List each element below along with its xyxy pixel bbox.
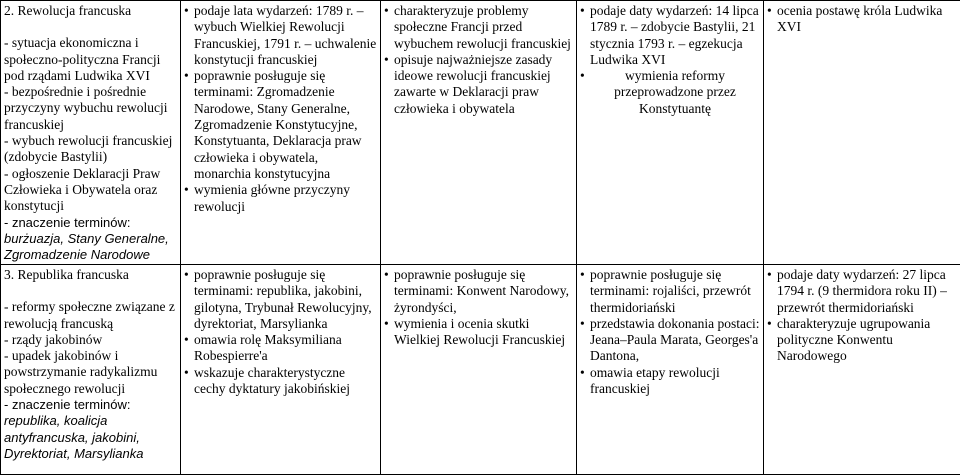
requirements-cell-very-good [764, 265, 960, 475]
topic-item: - upadek jakobinów i powstrzymanie radykalizmu społecznego rewolucji [4, 348, 158, 396]
topic-item: - rządy jakobinów [4, 331, 103, 347]
requirement-item: • charakteryzuje ugrupowania polityczne Konwentu Narodowego [767, 316, 957, 365]
requirement-item: • wymienia reformy przeprowadzone przez Konstytuantę [580, 68, 760, 117]
requirement-item: • poprawnie posługuje się terminami: Zgromadzenie Narodowe, Stany Generalne, Zgromadzenie Konstytucyjne, Konstytuanta, Deklaracja praw człowieka i obywatela, monarchia konstytucyjna [184, 68, 377, 182]
topic-item: - znaczenie terminów: [4, 397, 131, 413]
requirements-cell-very-good [764, 1, 960, 265]
requirements-cell-good [577, 1, 764, 265]
requirements-cell-extended [381, 265, 577, 475]
table-row-republika [1, 265, 960, 475]
topic-terms: republika, koalicja antyfrancuska, jakobini, Dyrektoriat, Marsylianka [4, 413, 144, 461]
requirement-item: • wymienia główne przyczyny rewolucji [184, 182, 377, 215]
requirement-item: • omawia rolę Maksymiliana Robespierre'a [184, 332, 377, 365]
requirement-item: • podaje daty wydarzeń: 27 lipca 1794 r. (9 thermidora roku II) – przewrót thermidoriański [767, 267, 957, 316]
requirement-item: • podaje daty wydarzeń: 14 lipca 1789 r. – zdobycie Bastylii, 21 stycznia 1793 r. – egzekucja Ludwika XVI [580, 3, 760, 68]
requirements-cell-extended [381, 1, 577, 265]
topic-item: - znaczenie terminów: [4, 214, 131, 230]
requirement-item: • opisuje najważniejsze zasady ideowe rewolucji francuskiej zawarte w Deklaracji praw człowieka i obywatela [384, 52, 573, 117]
topic-terms: burżuazja, Stany Generalne, Zgromadzenie Narodowe [4, 230, 169, 263]
topic-item: - wybuch rewolucji francuskiej (zdobycie Bastylii) [4, 133, 173, 165]
requirement-item: • podaje lata wydarzeń: 1789 r. – wybuch Wielkiej Rewolucji Francuskiej, 1791 r. – uchwalenie konstytucji francuskiej [184, 3, 377, 68]
requirement-item: • poprawnie posługuje się terminami: rojaliści, przewrót thermidoriański [580, 267, 760, 316]
requirements-cell-basic [181, 1, 381, 265]
requirement-item: • poprawnie posługuje się terminami: republika, jakobini, gilotyna, Trybunał Rewolucyjny, dyrektoriat, Marsylianka [184, 267, 377, 332]
requirement-item: • wskazuje charakterystyczne cechy dyktatury jakobińskiej [184, 365, 377, 398]
topic-title: 2. Rewolucja francuska [4, 3, 132, 18]
requirement-item: • ocenia postawę króla Ludwika XVI [767, 3, 957, 36]
table-row-rewolucja [1, 1, 960, 265]
requirement-item: • poprawnie posługuje się terminami: Konwent Narodowy, żyrondyści, [384, 267, 573, 316]
topic-item: - ogłoszenie Deklaracji Praw Człowieka i Obywatela oraz konstytucji [4, 165, 161, 214]
topic-item: - bezpośrednie i pośrednie przyczyny wybuchu rewolucji francuskiej [4, 84, 168, 132]
topic-title: 3. Republika francuska [4, 267, 129, 282]
topic-cell-rewolucja [1, 1, 181, 265]
requirement-item: • charakteryzuje problemy społeczne Francji przed wybuchem rewolucji francuskiej [384, 3, 573, 52]
requirements-cell-good [577, 265, 764, 475]
requirements-cell-basic [181, 265, 381, 475]
requirement-item: • omawia etapy rewolucji francuskiej [580, 365, 760, 398]
topic-item: - sytuacja ekonomiczna i społeczno-polityczna Francji pod rządami Ludwika XVI [4, 35, 161, 83]
requirement-item: • wymienia i ocenia skutki Wielkiej Rewolucji Francuskiej [384, 316, 573, 349]
requirement-item: • przedstawia dokonania postaci: Jeana–Paula Marata, Georges'a Dantona, [580, 316, 760, 365]
topic-item: - reformy społeczne związane z rewolucją francuską [4, 299, 175, 331]
topic-cell-republika [1, 265, 181, 475]
